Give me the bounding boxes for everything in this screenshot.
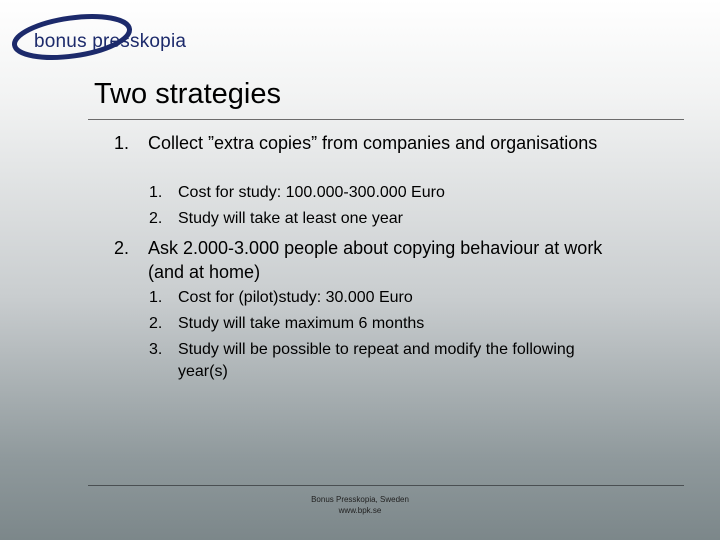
slide-title: Two strategies	[94, 78, 281, 110]
list-item-text: Collect ”extra copies” from companies and organisations	[148, 133, 598, 153]
sub-list-item-number: 2.	[149, 210, 163, 227]
sub-list-item-number: 1.	[149, 184, 163, 201]
sub-list-item-text: Cost for (pilot)study: 30.000 Euro	[178, 289, 413, 306]
sub-list-item-text: Study will take at least one year	[178, 210, 404, 227]
footer-website: www.bpk.se	[338, 506, 382, 515]
sub-list-item-number: 1.	[149, 289, 163, 306]
sub-list-item-text: Cost for study: 100.000-300.000 Euro	[178, 184, 445, 201]
sub-list-item-text: Study will be possible to repeat and modify the following year(s)	[178, 341, 575, 380]
footer	[260, 494, 460, 516]
list-item-text: Ask 2.000-3.000 people about copying behaviour at work (and at home)	[148, 238, 603, 282]
sub-list-item-number: 2.	[149, 315, 163, 332]
list-item-number: 1.	[114, 133, 130, 153]
sub-list-item-text: Study will take maximum 6 months	[178, 315, 425, 332]
title-divider	[88, 119, 684, 120]
list-item-number: 2.	[114, 238, 130, 258]
sub-list-item-number: 3.	[149, 341, 163, 358]
footer-divider	[88, 485, 684, 486]
footer-company: Bonus Presskopia, Sweden	[311, 495, 409, 504]
company-logo	[10, 12, 210, 62]
logo-text: bonus presskopia	[34, 31, 187, 52]
